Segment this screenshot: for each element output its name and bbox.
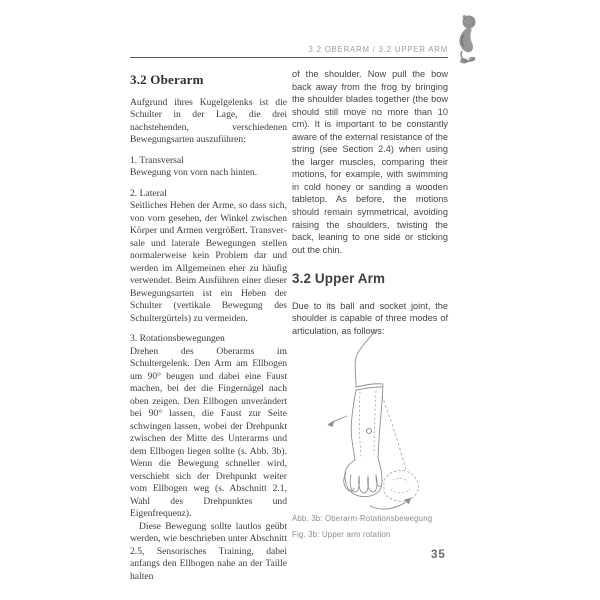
heading-upper-arm: 3.2 Upper Arm xyxy=(292,271,386,287)
arm-rotation-drawing xyxy=(318,328,482,520)
monkey-mascot-drawing xyxy=(452,13,480,65)
list-item-title: 3. Rotationsbewegungen xyxy=(130,333,225,344)
list-item-rotation xyxy=(130,333,287,521)
list-item-lateral xyxy=(130,188,287,326)
arm-rotation-figure xyxy=(318,328,482,520)
header-rule xyxy=(130,57,448,58)
running-head: 3.2 OBERARM / 3.2 UPPER ARM xyxy=(308,45,448,54)
paragraph-intro-de: Aufgrund ihres Kugelgelenks ist die Schulter in der Lage, die drei nachstehenden, verschiedenen Bewegungsarten auszuführen: xyxy=(130,96,287,145)
paragraph-intro-en: Due to its ball and socket joint, the shoulder is capable of three modes of articulation, as follows: xyxy=(292,300,448,336)
paragraph-continuation-de: Diese Bewegung sollte lautlos geübt werden, wie beschrieben unter Abschnitt 2.5, Sensorisches Training, dabei anfangs den Ellbogen nahe an der Taille halten xyxy=(130,520,287,582)
paragraph-continuation-en: of the shoulder. Now pull the bow back away from the frog by bringing the shoulder blades together (the bow should still move no more than 10 cm). It is important to be constantly aware of the external resistance of the string (see Section 2.4) when using the larger muscles, comparing their motions, for example, with swimming in cold honey or sanding a wooden tabletop. As before, the motions should remain symmetrical, avoiding raising the shoulders, twisting the back, leaning to one side or sticking out the chin. xyxy=(292,69,448,255)
monkey-mascot-icon xyxy=(452,13,480,65)
german-column xyxy=(130,74,287,591)
list-item-title: 2. Lateral xyxy=(130,187,167,199)
list-item-body: Seitliches Heben der Arme, so dass sich, von vorn gesehen, der Winkel zwischen Körper und Armen vergrößert. Transversale und laterale Bewegungen stellen normalerweise kein Problem dar und werden im Allgemeinen eher zu häufig verwendet. Beim Ausführen einer dieser Bewegungsarten ist ein Heben der Schulter (vertikale Bewegung des Schultergürtels) zu vermeiden. xyxy=(130,200,287,324)
list-item-body: Bewegung von vorn nach hinten. xyxy=(130,167,258,178)
figure-caption-de: Abb. 3b: Oberarm-Rotationsbewegung xyxy=(292,514,433,523)
figure-caption-en: Fig. 3b: Upper arm rotation xyxy=(292,530,391,539)
list-item-title: 1. Transversal xyxy=(130,154,184,166)
page-number: 35 xyxy=(431,549,446,561)
list-item-body: Drehen des Oberarms im Schultergelenk. Den Arm am Ellbogen um 90° beugen und dabei eine Faust machen, bei der die Fingernägel nach oben zeigen. Den Ellbogen unverändert bei 90° lassen, die Faust zur Seite schwingen lassen, wobei der Drehpunkt zwischen der Mitte des Unterarms und dem Ellbogen liegen sollte (s. Abb. 3b). Wenn die Bewegung schneller wird, verschiebt sich der Drehpunkt weiter vom Ellbogen weg (s. Abschnitt 2.1, Wahl des Drehpunktes und Eigenfrequenz). xyxy=(130,345,287,519)
list-item-transversal xyxy=(130,155,287,180)
heading-oberarm: 3.2 Oberarm xyxy=(130,72,204,87)
english-column xyxy=(292,68,448,345)
